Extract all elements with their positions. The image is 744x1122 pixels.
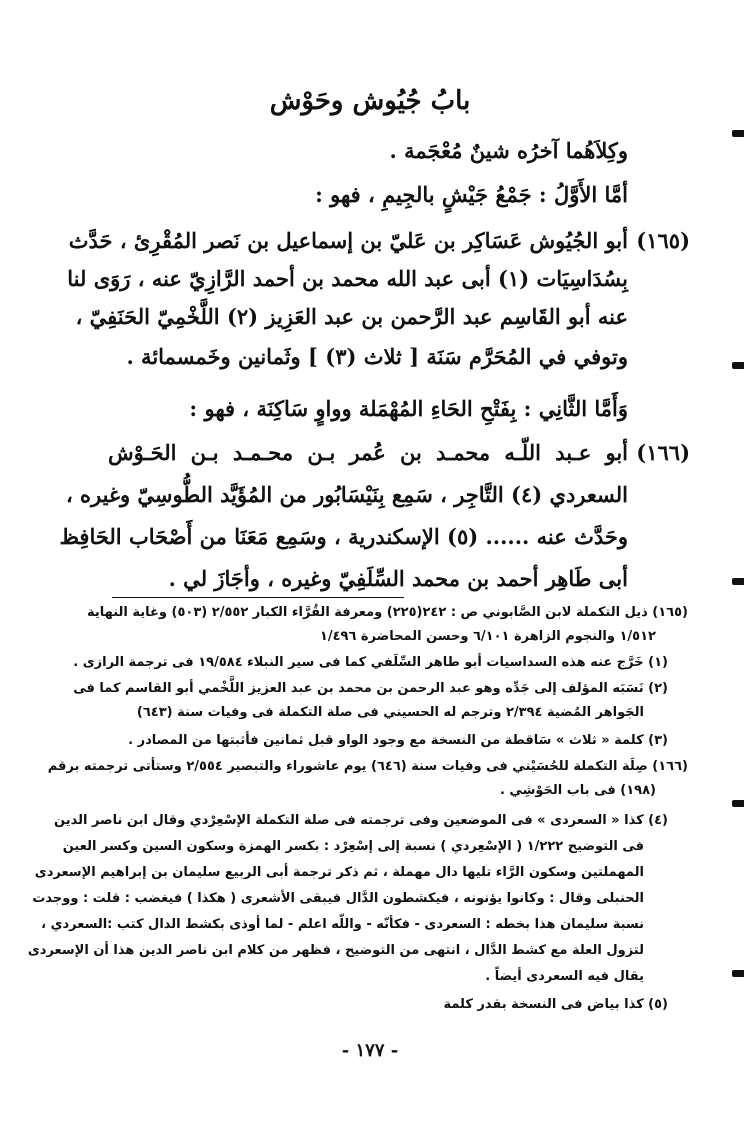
entry-166-line-1: أبو عـبد اللّـه محمـد بن عُمر بـن محـمـد بـن الحَـوْش — [108, 440, 628, 465]
chapter-title: بابُ جُيُوش وحَوْش — [269, 86, 471, 116]
entry-166-line-2: السعردي (٤) التَّاجِر ، سَمِع بِنَيْسَابُور من المُؤَيَّد الطُّوسِيّ وغيره ، — [65, 482, 628, 507]
footnote-line: (٥) كذا بياض فى النسخة بقدر كلمة — [443, 997, 668, 1012]
page-number: - ١٧٧ - — [341, 1040, 399, 1061]
footnote-line: لتزول العلة مع كشط الدَّال ، انتهى من التوضيح ، فظهر من كلام ابن ناصر الدين هذا أن الإسعردى — [27, 943, 644, 958]
footnote-line: نسبة سليمان هذا بخطه : السعردى - فكأنّه - واللّه اعلم - لما أوذى بكشط الدال كتب :السعردي ، — [41, 917, 644, 932]
footnote-line: (١٩٨) فى باب الحَوْشِي . — [499, 783, 656, 798]
intro-line-1: وكِلاَهُما آخرُه شينٌ مُعْجَمة . — [389, 138, 628, 163]
footnote-line: (٢) نَسَبَه المؤلف إلى جَدِّه وهو عبد الرحمن بن محمد بن عبد العزيز اللَّخْمي أبو القاسم كما فى — [73, 681, 668, 696]
footnote-line: (١٦٥) ذيل التكملة لابن الصَّابوني ص : ٢٤٢(٢٢٥) ومعرفة القُرَّاء الكبار ٢/٥٥٢ (٥٠٣) وغاية النهاية — [87, 605, 688, 620]
footnote-line: المهملتين وسكون الرَّاء تليها دال مهملة ، ثم ذكر ترجمة أبى الربيع سليمان بن إبراهيم الإسعردى — [34, 865, 644, 880]
footnote-line: يقال فيه السعردى أيضاً . — [485, 969, 644, 984]
scan-edge-mark — [732, 362, 744, 369]
footnote-line: (٣) كلمة « ثلاث » سَاقطة من النسخة مع وجود الواو قبل ثمانين فأثبتها من المصادر . — [128, 733, 668, 748]
scan-edge-mark — [732, 970, 744, 977]
scan-edge-mark — [732, 578, 744, 585]
footnote-line: ١/٥١٢ والنجوم الزاهرة ٦/١٠١ وحسن المحاضرة ١/٤٩٦ — [319, 629, 656, 644]
entry-166-line-4: أبى طَاهِر أحمد بن محمد السِّلَفِيّ وغيره ، وأجَازَ لي . — [168, 566, 628, 591]
footnote-line: (١٦٦) صِلَة التكملة للحُسَيْني فى وفيات سنة (٦٤٦) يوم عاشوراء والتبصير ٢/٥٥٤ وستأتى ترجمته برقم — [47, 759, 688, 774]
entry-166-line-3: وحَدَّث عنه ...... (٥) الإسكندرية ، وسَمِع مَعَنَا من أَصْحَاب الحَافِظ — [59, 524, 628, 549]
scan-edge-mark — [732, 130, 744, 137]
entry-166-number: (١٦٦) — [636, 440, 690, 465]
intro-line-2: أمَّا الأَوَّلُ : جَمْعُ جَيْشٍ بالجِيمِ ، فهو : — [315, 182, 628, 207]
entry-165-line-1: أبو الجُيُوش عَسَاكِر بن عَليّ بن إسماعيل بن نَصر المُقْرِئ ، حَدَّث — [68, 228, 628, 253]
footnote-line: الحنبلى وقال : وكانوا يؤنونه ، فيكشطون الدَّال فيبقى الأشعرى ( هكذا ) فيغضب : قلت : ووجدت — [32, 891, 644, 906]
entry-165-line-3: عنه أبو القَاسِم عبد الرَّحمن بن عبد العَزِيز (٢) اللَّخْمِيّ الحَنَفِيّ ، — [75, 304, 628, 329]
entry-165-line-4: وتوفي في المُحَرَّم سَنَة [ ثلاث (٣) ] وثَمانين وخَمسمائة . — [126, 344, 628, 369]
scan-edge-mark — [732, 800, 744, 807]
footnote-line: فى التوضيح ١/٢٢٢ ( الإسْعِردي ) نسبة إلى إسْعِرْد : بكسر الهمزة وسكون السين وكسر العين — [62, 839, 644, 854]
footnote-line: (١) خَرَّج عنه هذه السداسيات أبو طاهر السِّلَفي كما فى سير النبلاء ١٩/٥٨٤ فى ترجمة الرازى . — [73, 655, 668, 670]
footnote-divider — [112, 597, 404, 598]
entry-165-number: (١٦٥) — [636, 228, 690, 253]
footnote-line: الجَواهر المُضية ٢/٣٩٤ وترجم له الحسيني فى صلة التكملة فى وفيات سنة (٦٤٣) — [136, 705, 644, 720]
second-intro-line: وَأَمَّا الثَّانِي : بِفَتْحِ الحَاءِ المُهْمَلة وواوٍ سَاكِنَة ، فهو : — [189, 396, 628, 421]
footnote-line: (٤) كذا « السعردى » فى الموضعين وفى ترجمته فى صلة التكملة الإسْعِرْدي وقال ابن ناصر الدين — [54, 813, 668, 828]
entry-165-line-2: بِسُدَاسِيَات (١) أبى عبد الله محمد بن أحمد الرَّازِيّ عنه ، رَوَى لنا — [67, 266, 628, 291]
